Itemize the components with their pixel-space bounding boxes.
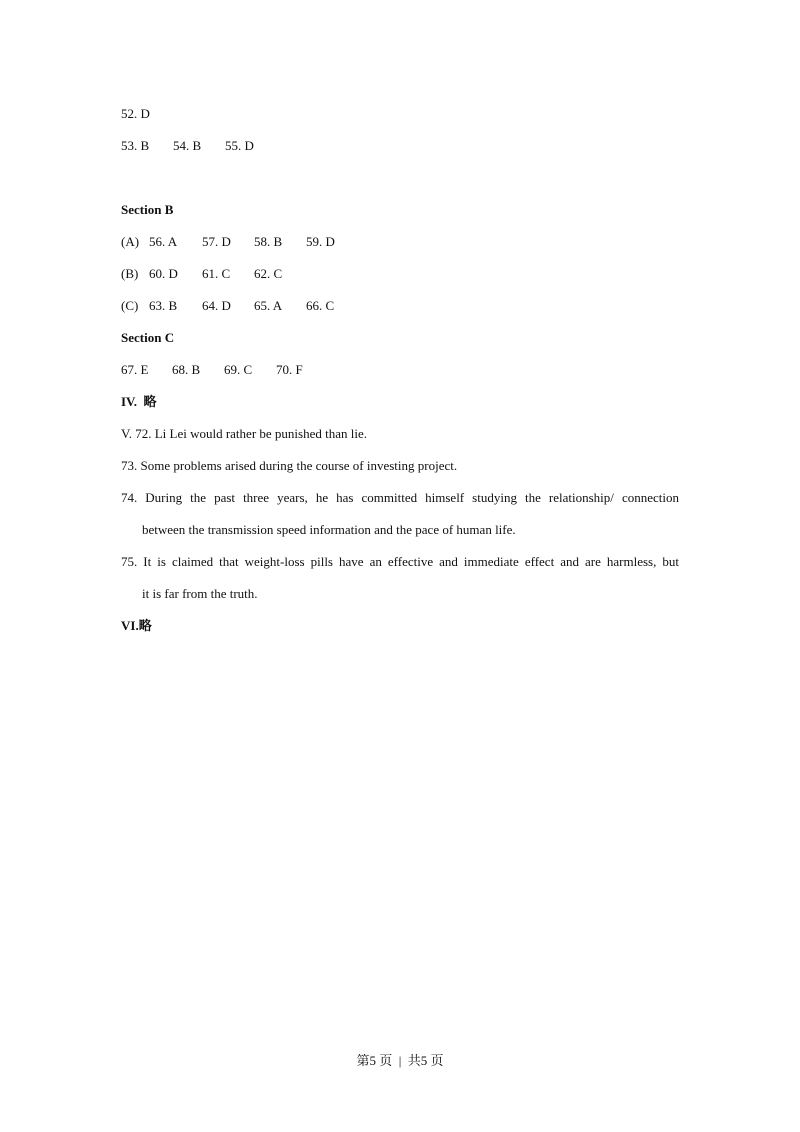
answer-75-line-1: 75. It is claimed that weight-loss pills have an effective and immediate effect and are harmless, but (121, 554, 679, 569)
answer-item: 56. A (149, 234, 178, 249)
section-b-title: Section B (121, 202, 174, 217)
part-iv-heading: IV. 略 (121, 394, 157, 409)
answer-74-line-2: between the transmission speed information and the pace of human life. (142, 522, 516, 537)
answer-75 (121, 554, 679, 602)
answer-item: 70. F (276, 362, 303, 377)
section-c-title: Section C (121, 330, 175, 345)
answer-74-line-1: 74. During the past three years, he has committed himself studying the relationship/ connection (121, 490, 679, 505)
answer-item: 53. B (121, 138, 150, 153)
answer-52: 52. D (121, 106, 150, 121)
answer-74 (121, 490, 679, 538)
answer-item: 65. A (254, 298, 283, 313)
answer-item: 64. D (202, 298, 231, 313)
section-b-row-b (121, 266, 421, 282)
answer-item: 57. D (202, 234, 231, 249)
answer-73: 73. Some problems arised during the course of investing project. (121, 458, 458, 473)
answer-72: V. 72. Li Lei would rather be punished than lie. (121, 426, 367, 441)
answer-item: 68. B (172, 362, 201, 377)
answer-row-53-55 (121, 138, 421, 154)
answer-item: 61. C (202, 266, 231, 281)
section-c-row (121, 362, 421, 378)
answer-75-line-2: it is far from the truth. (142, 586, 258, 601)
answer-item: 62. C (254, 266, 283, 281)
section-b-row-c (121, 298, 421, 314)
answer-item: 63. B (149, 298, 178, 313)
answer-item: 54. B (173, 138, 202, 153)
group-label: (B) (121, 266, 139, 281)
part-vi-heading: VI.略 (121, 618, 152, 633)
page-footer: 第5 页 | 共5 页 (356, 1053, 444, 1068)
section-b-row-a (121, 234, 421, 250)
answer-item: 66. C (306, 298, 335, 313)
answer-item: 59. D (306, 234, 335, 249)
answer-item: 67. E (121, 362, 149, 377)
answer-item: 69. C (224, 362, 253, 377)
answer-item: 60. D (149, 266, 178, 281)
answer-item: 55. D (225, 138, 254, 153)
answer-item: 58. B (254, 234, 283, 249)
group-label: (A) (121, 234, 140, 249)
group-label: (C) (121, 298, 139, 313)
